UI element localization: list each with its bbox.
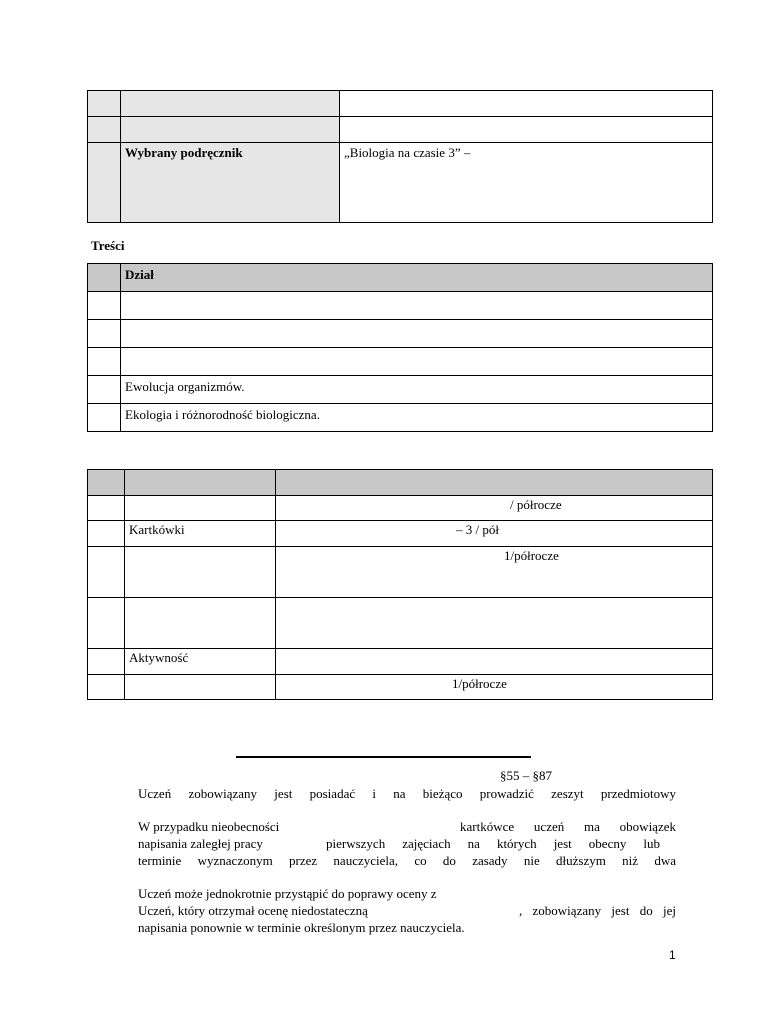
table-cell — [88, 320, 121, 348]
rule-text: Uczeń, który otrzymał ocenę niedostateczną — [138, 903, 368, 918]
rule-text: W przypadku nieobecności — [138, 819, 280, 834]
table-row — [121, 320, 713, 348]
table-row — [121, 292, 713, 320]
table-cell — [88, 547, 125, 598]
table-cell — [88, 404, 121, 432]
grade-name — [125, 675, 276, 700]
content-heading: Treści — [91, 238, 125, 253]
table-cell — [121, 91, 340, 117]
content-table — [87, 263, 713, 432]
table-cell — [276, 547, 713, 598]
rule-text: kartkówce uczeń ma obowiązek — [460, 819, 676, 834]
page-number: 1 — [669, 948, 676, 962]
textbook-value: „Biologia na czasie 3” – — [340, 143, 713, 223]
content-table-header: Dział — [121, 264, 713, 292]
table-cell — [276, 521, 713, 547]
rule-text: napisania zaległej pracy — [138, 836, 263, 851]
table-cell — [125, 470, 276, 496]
divider — [236, 756, 531, 758]
table-cell — [88, 264, 121, 292]
rule-line: terminie wyznaczonym przez nauczyciela, co do zasady nie dłuższym niż dwa — [138, 853, 676, 868]
table-cell — [88, 91, 121, 117]
table-cell — [276, 675, 713, 700]
grade-name — [125, 547, 276, 598]
table-row: Ewolucja organizmów. — [121, 376, 713, 404]
table-cell — [88, 470, 125, 496]
rule-line: napisania ponownie w terminie określonym przez nauczyciela. — [138, 920, 465, 935]
grade-frequency — [276, 598, 713, 649]
table-row: Ekologia i różnorodność biologiczna. — [121, 404, 713, 432]
table-cell — [121, 117, 340, 143]
rule-text: pierwszych zajęciach na których jest obecny lub — [326, 836, 660, 851]
grade-name — [125, 598, 276, 649]
rule-line: Uczeń zobowiązany jest posiadać i na bieżąco prowadzić zeszyt przedmiotowy — [138, 786, 676, 801]
grade-frequency — [276, 649, 713, 675]
grade-frequency: / półrocze — [510, 497, 562, 512]
textbook-label: Wybrany podręcznik — [121, 143, 340, 223]
table-cell — [88, 675, 125, 700]
table-cell — [340, 117, 713, 143]
paragraph-reference: §55 – §87 — [500, 768, 552, 783]
table-cell — [88, 496, 125, 521]
grade-name: Kartkówki — [125, 521, 276, 547]
table-cell — [276, 470, 713, 496]
textbook-table — [87, 90, 713, 223]
grade-name: Aktywność — [125, 649, 276, 675]
rule-text: , zobowiązany jest do jej — [519, 903, 676, 918]
table-cell — [88, 376, 121, 404]
grade-frequency: – 3 / pół — [456, 522, 499, 537]
table-cell — [88, 292, 121, 320]
table-cell — [88, 117, 121, 143]
table-row — [121, 348, 713, 376]
table-cell — [340, 91, 713, 117]
table-cell — [88, 348, 121, 376]
grade-name — [125, 496, 276, 521]
grades-table — [87, 469, 713, 700]
grade-frequency: 1/półrocze — [504, 548, 559, 563]
table-cell — [88, 598, 125, 649]
table-cell — [88, 521, 125, 547]
table-cell — [276, 496, 713, 521]
rule-line: Uczeń może jednokrotnie przystąpić do poprawy oceny z — [138, 886, 437, 901]
table-cell — [88, 649, 125, 675]
table-cell — [88, 143, 121, 223]
grade-frequency: 1/półrocze — [452, 676, 507, 691]
